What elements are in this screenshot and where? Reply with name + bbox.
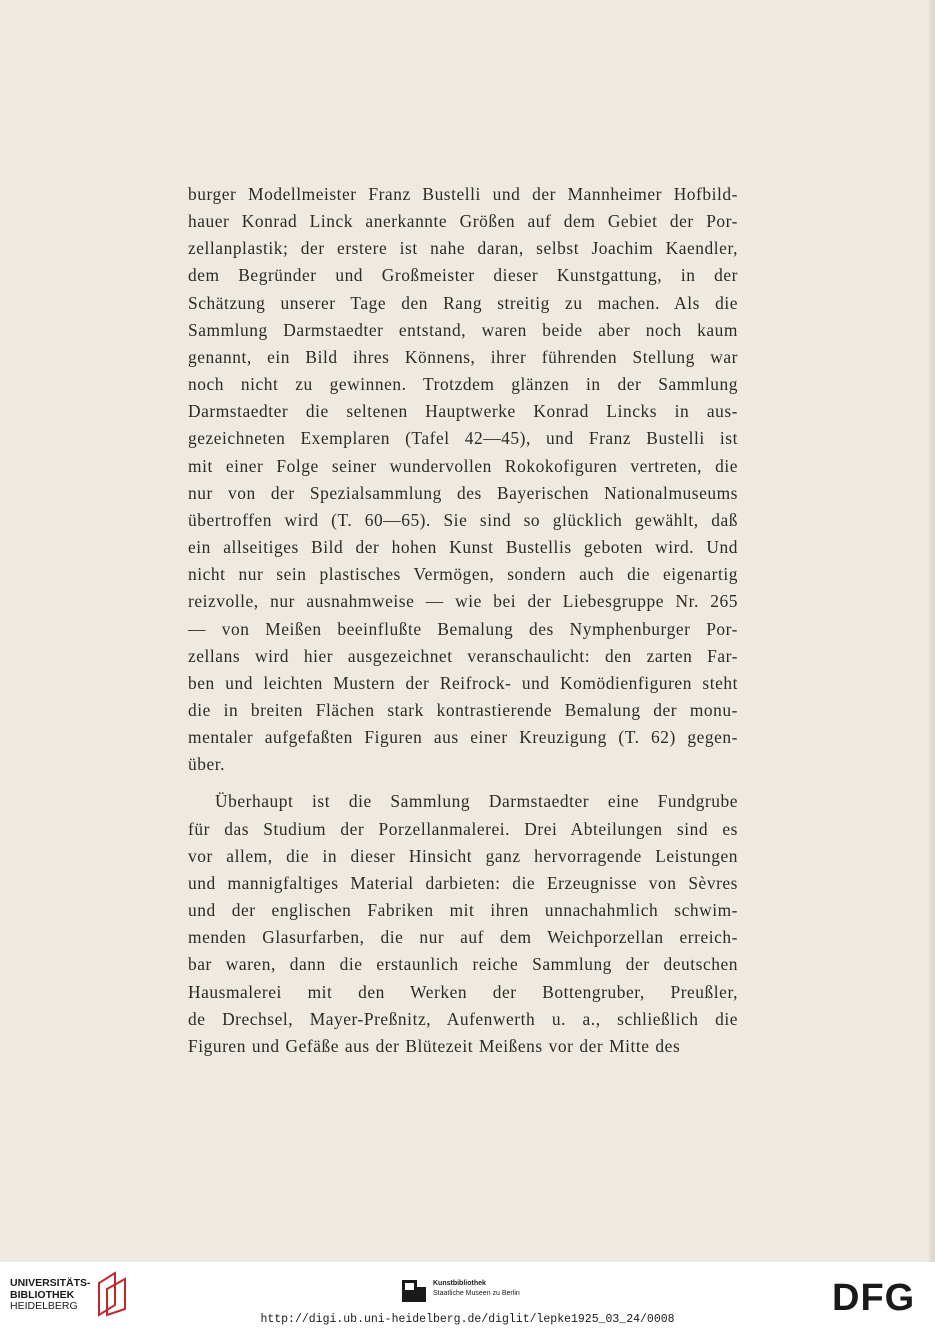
text-line: vor allem, die in dieser Hinsicht ganz hervorragende Leistungen (188, 845, 738, 866)
text-line: nicht nur sein plastisches Vermögen, sondern auch die eigenartig (188, 564, 738, 585)
text-line: Schätzung unserer Tage den Rang streitig zu machen. Als die (188, 292, 738, 313)
text-line: gezeichneten Exemplaren (Tafel 42—45), und Franz Bustelli ist (188, 428, 738, 449)
text-line: — von Meißen beeinflußte Bemalung des Nymphenburger Por- (188, 618, 738, 639)
kunstbibliothek-logo-icon (402, 1280, 426, 1302)
ub-logo-line3: HEIDELBERG (10, 1300, 78, 1312)
text-line: übertroffen wird (T. 60—65). Sie sind so glücklich gewählt, daß (188, 509, 738, 530)
text-line: zellanplastik; der erstere ist nahe daran, selbst Joachim Kaendler, (188, 238, 738, 259)
text-line: zellans wird hier ausgezeichnet veranschaulicht: den zarten Far- (188, 645, 738, 666)
text-line: für das Studium der Porzellanmalerei. Drei Abteilungen sind es (188, 818, 738, 839)
kunstbibliothek-label[interactable] (433, 1279, 520, 1298)
text-line: burger Modellmeister Franz Bustelli und der Mannheimer Hofbild- (188, 184, 738, 204)
text-line: ben und leichten Mustern der Reifrock- und Komödienfiguren steht (188, 672, 738, 693)
page-edge-shadow (929, 0, 935, 1262)
text-line: dem Begründer und Großmeister dieser Kunstgattung, in der (188, 265, 738, 286)
permalink-url[interactable]: http://digi.ub.uni-heidelberg.de/diglit/lepke1925_03_24/0008 (260, 1313, 675, 1326)
text-line: Figuren und Gefäße aus der Blütezeit Meißens vor der Mitte des (188, 1035, 681, 1056)
kb-line1: Kunstbibliothek (433, 1280, 486, 1287)
paragraph-1 (188, 181, 738, 778)
text-line: mit einer Folge seiner wundervollen Rokokofiguren vertreten, die (188, 455, 738, 476)
ub-heidelberg-mark-icon (95, 1271, 131, 1317)
paragraph-2 (188, 788, 738, 1060)
text-line: hauer Konrad Linck anerkannte Größen auf dem Gebiet der Por- (188, 211, 738, 232)
text-line: und mannigfaltiges Material darbieten: die Erzeugnisse von Sèvres (188, 872, 738, 893)
ub-logo-line2: BIBLIOTHEK (10, 1288, 75, 1301)
body-text (188, 181, 738, 1060)
text-line: Sammlung Darmstaedter entstand, waren beide aber noch kaum (188, 319, 738, 340)
ub-heidelberg-logo[interactable] (10, 1278, 91, 1313)
text-line: nur von der Spezialsammlung des Bayerischen Nationalmuseums (188, 482, 738, 503)
text-line: genannt, ein Bild ihres Könnens, ihrer führenden Stellung war (188, 346, 738, 367)
text-line: Hausmalerei mit den Werken der Bottengruber, Preußler, (188, 981, 738, 1002)
dfg-logo[interactable]: DFG (832, 1277, 916, 1319)
text-line: ein allseitiges Bild der hohen Kunst Bustellis geboten wird. Und (188, 537, 738, 558)
text-line: Überhaupt ist die Sammlung Darmstaedter eine Fundgrube (215, 791, 738, 812)
text-line: reizvolle, nur ausnahmweise — wie bei der Liebesgruppe Nr. 265 (188, 591, 738, 612)
text-line: bar waren, dann die erstaunlich reiche Sammlung der deutschen (188, 954, 738, 975)
kb-line2: Staatliche Museen zu Berlin (433, 1289, 520, 1297)
text-line: mentaler aufgefaßten Figuren aus einer Kreuzigung (T. 62) gegen- (188, 727, 738, 748)
text-line: über. (188, 754, 226, 775)
text-line: die in breiten Flächen stark kontrastierende Bemalung der monu- (188, 699, 738, 720)
text-line: noch nicht zu gewinnen. Trotzdem glänzen in der Sammlung (188, 374, 738, 395)
text-line: de Drechsel, Mayer-Preßnitz, Aufenwerth u. a., schließlich die (188, 1008, 738, 1029)
text-line: und der englischen Fabriken mit ihren unnachahmlich schwim- (188, 900, 738, 921)
text-line: menden Glasurfarben, die nur auf dem Weichporzellan erreich- (188, 927, 738, 948)
ub-logo-line1: UNIVERSITÄTS- (10, 1277, 91, 1289)
text-line: Darmstaedter die seltenen Hauptwerke Konrad Lincks in aus- (188, 401, 738, 422)
